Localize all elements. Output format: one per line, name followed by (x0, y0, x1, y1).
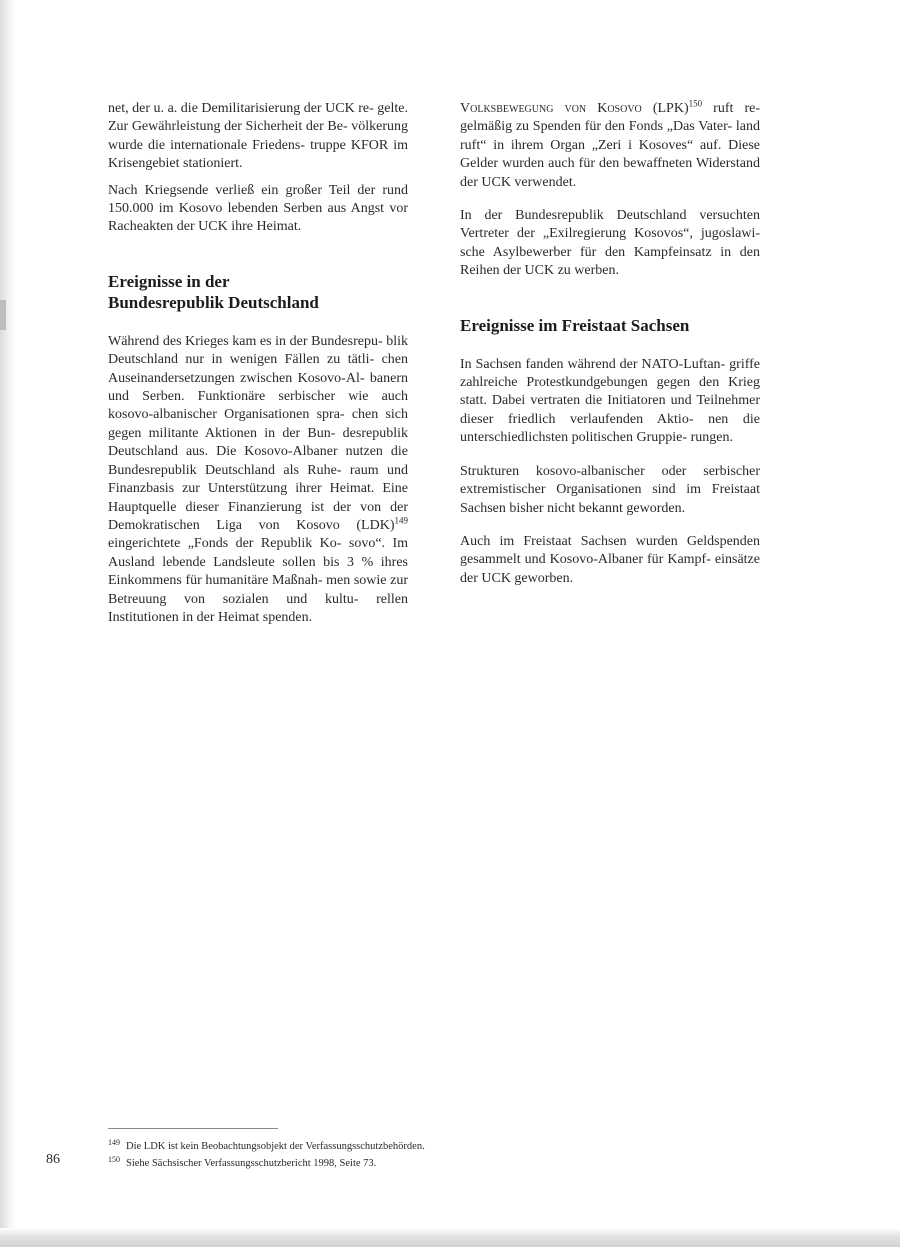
heading-bundesrepublik: Ereignisse in der Bundesrepublik Deutschland (108, 271, 319, 312)
paragraph-kfor: net, der u. a. die Demilitarisierung der UCK re- gelte. Zur Gewährleistung der Sicherheit der Be- völkerung wurde die internationale Friedens- truppe KFOR im Krisengebiet stationiert. (108, 101, 409, 172)
footnotes (108, 1138, 608, 1172)
footnote-ref-150: 150 (688, 98, 703, 109)
left-column (108, 100, 408, 642)
paragraph-serben-flucht: Nach Kriegsende verließ ein großer Teil der rund 150.000 im Kosovo lebenden Serben aus Angst vor Racheakten der UCK ihre Heimat. (108, 182, 408, 235)
scan-shadow-bottom (0, 1228, 900, 1247)
scan-shadow-left (0, 0, 16, 1247)
paragraph-bundesrepublik: Während des Krieges kam es in der Bundesrepu- blik Deutschland nur in wenigen Fällen zu tätli- chen Auseinandersetzungen zwischen Kosovo-Al- banern und Serben. Funktionäre serbischer wie auch kosovo-albanischer Organisationen spra- chen sich gegen militante Aktionen in der Bun- desrepublik Deutschland aus. Die Kosovo-Albaner nutzen die Bundesrepublik Deutschland als Ruhe- raum und Finanzbasis zur Unterstützung ihrer Heimat. Eine Hauptquelle dieser Finanzierung ist der von der Demokratischen Liga von Kosovo (LDK)$^{149}$ eingerichtete „Fonds der Republik Ko- sovo“. Im Ausland lebende Landsleute sollen bis 3 % ihres Einkommens für humanitäre Maßnah- men sowie zur Betreuung von sozialen und kultu- rellen Institutionen in der Heimat spenden. (108, 333, 409, 625)
heading-sachsen: Ereignisse im Freistaat Sachsen (460, 315, 690, 335)
paragraph-sachsen-protest: In Sachsen fanden während der NATO-Luftan- griffe zahlreiche Protestkundgebungen gegen den Krieg statt. Dabei vertraten die Initiatoren und Teilnehmer dieser friedlich verlaufenden Aktio- nen die unterschiedlichsten politischen Gruppie- rungen. (460, 356, 760, 446)
paragraph-lpk: Volksbewegung von Kosovo (LPK)$^{150}$ ruft re- gelmäßig zu Spenden für den Fonds „Das Vater- land ruft“ in ihrem Organ „Zeri i Kosoves“ auf. Diese Gelder wurden auch für den bewaffneten Widerstand der UCK verwendet. (460, 98, 761, 190)
footnote-150: $^{150}$ Siehe Sächsischer Verfassungsschutzbericht 1998, Seite 73. (108, 1154, 377, 1169)
right-column (460, 100, 760, 603)
paragraph-sachsen-strukturen: Strukturen kosovo-albanischer oder serbischer extremistischer Organisationen sind im Freistaat Sachsen bisher nicht bekannt geworden. (460, 463, 760, 516)
footnote-ref-149: 149 (394, 515, 408, 526)
paragraph-sachsen-spenden: Auch im Freistaat Sachsen wurden Geldspenden gesammelt und Kosovo-Albaner für Kampf- einsätze der UCK geworben. (460, 533, 760, 586)
page-number: 86 (46, 1152, 60, 1167)
footnote-divider (108, 1128, 278, 1129)
footnote-149: $^{149}$ Die LDK ist kein Beobachtungsobjekt der Verfassungsschutzbehörden. (108, 1137, 425, 1152)
scan-mark (0, 300, 6, 330)
paragraph-exilregierung: In der Bundesrepublik Deutschland versuchten Vertreter der „Exilregierung Kosovos“, jugoslawi- sche Asylbewerber für den Kampfeinsatz in den Reihen der UCK zu werben. (460, 208, 760, 279)
